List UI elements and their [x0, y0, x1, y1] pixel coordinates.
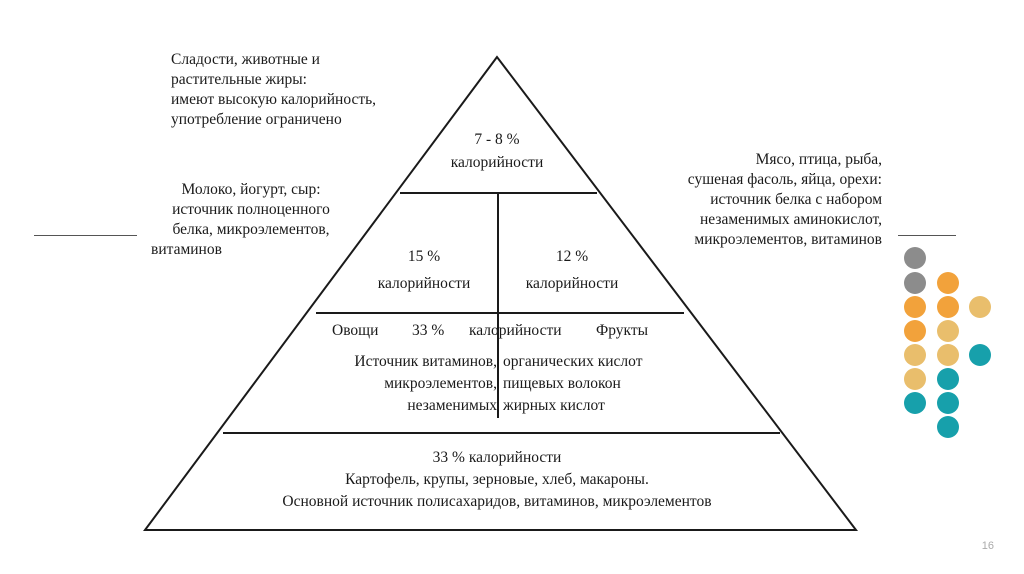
food-pyramid-figure	[137, 37, 898, 545]
slide-rule-left	[34, 235, 137, 236]
dairy-note-line-4: витаминов	[151, 241, 222, 258]
tier2-right-label	[507, 247, 637, 294]
tier3-right-line-1: органических кислот	[503, 353, 643, 370]
protein-note-line-4: незаменимых аминокислот,	[700, 211, 882, 228]
protein-note-line-3: источник белка с набором	[710, 191, 882, 208]
tier1-percent: 7 - 8 %	[474, 131, 520, 148]
tier3-caption: калорийности	[469, 322, 562, 339]
dairy-note	[151, 180, 351, 260]
page-number: 16	[981, 540, 994, 552]
dot-teal	[937, 392, 959, 414]
dot-teal	[969, 344, 991, 366]
dot-gray	[904, 247, 926, 269]
tier1-label	[427, 130, 567, 173]
dot-sand	[937, 344, 959, 366]
tier3-left-text	[287, 351, 497, 417]
protein-note-line-5: микроэлементов, витаминов	[694, 231, 882, 248]
dot-gray	[904, 272, 926, 294]
dot-orange	[937, 296, 959, 318]
tier4-source-line: Основной источник полисахаридов, витаминов, микроэлементов	[282, 493, 712, 510]
tier3-left-line-1: Источник витаминов,	[354, 353, 497, 370]
tier3-percent: 33 %	[412, 322, 445, 339]
tier2-left-label	[359, 247, 489, 294]
dairy-note-line-2: источник полноценного	[172, 201, 330, 218]
dot-orange	[904, 320, 926, 342]
dot-teal	[937, 368, 959, 390]
tier2-right-caption: калорийности	[525, 275, 619, 292]
fats-note-line-2: растительные жиры:	[171, 71, 307, 88]
protein-note	[632, 150, 882, 250]
dairy-note-line-3: белка, микроэлементов,	[172, 221, 330, 238]
fats-sweets-note	[171, 50, 376, 130]
tier3-left-line-2: микроэлементов,	[384, 375, 497, 392]
dot-teal	[937, 416, 959, 438]
tier3-left-line-3: незаменимых	[407, 397, 497, 414]
protein-note-line-1: Мясо, птица, рыба,	[755, 151, 882, 168]
dot-orange	[937, 272, 959, 294]
tier1-caption: калорийности	[450, 154, 544, 171]
tier4-percent-line: 33 % калорийности	[432, 449, 562, 466]
dot-sand	[904, 344, 926, 366]
slide-rule-right	[898, 235, 956, 236]
tier2-left-caption: калорийности	[377, 275, 471, 292]
tier3-vegetables: Овощи	[332, 322, 379, 339]
dot-sand	[969, 296, 991, 318]
dairy-note-line-1: Молоко, йогурт, сыр:	[181, 181, 321, 198]
tier3-right-text	[503, 351, 703, 417]
tier3-fruits: Фрукты	[596, 322, 649, 339]
protein-note-line-2: сушеная фасоль, яйца, орехи:	[687, 171, 882, 188]
dot-sand	[937, 320, 959, 342]
dot-teal	[904, 392, 926, 414]
tier4-label	[197, 447, 797, 513]
tier4-foods-line: Картофель, крупы, зерновые, хлеб, макароны.	[345, 471, 649, 488]
dot-orange	[904, 296, 926, 318]
tier2-left-percent: 15 %	[407, 248, 441, 265]
fats-note-line-3: имеют высокую калорийность,	[171, 91, 377, 108]
dot-sand	[904, 368, 926, 390]
tier3-right-line-2: пищевых волокон	[503, 375, 621, 392]
fats-note-line-4: употребление ограничено	[171, 111, 342, 128]
tier3-right-line-3: жирных кислот	[503, 397, 605, 414]
fats-note-line-1: Сладости, животные и	[171, 51, 320, 68]
tier2-right-percent: 12 %	[555, 248, 589, 265]
